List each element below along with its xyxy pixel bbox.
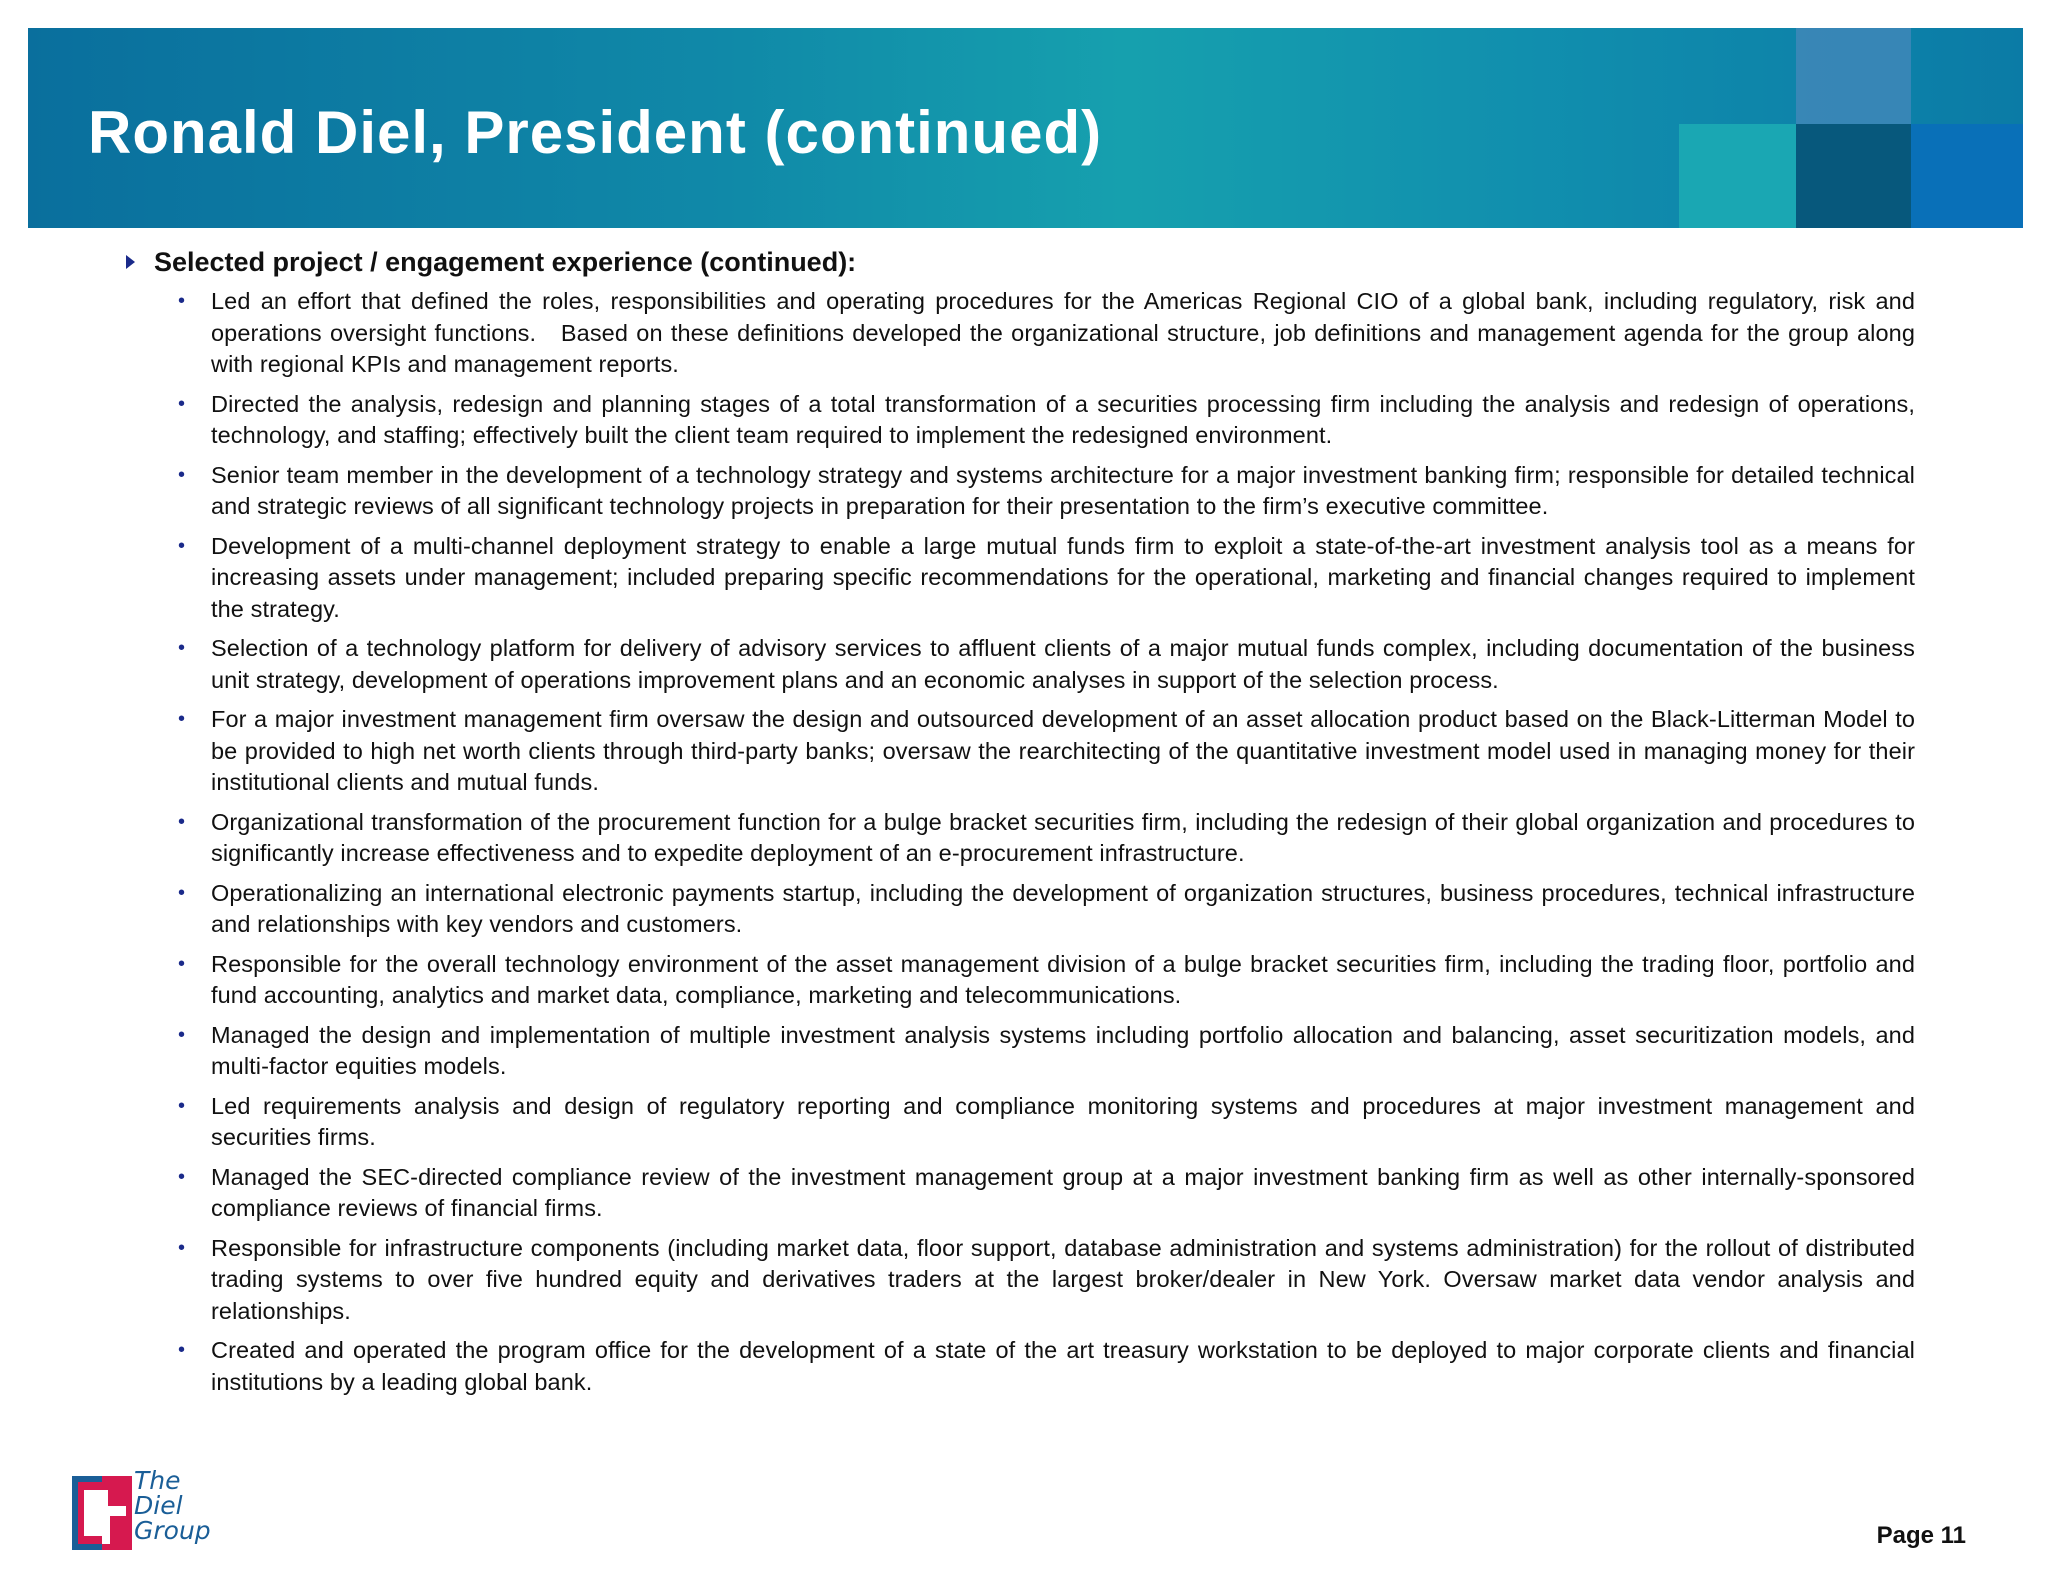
bullet-dot-icon: • [178, 881, 186, 904]
list-item [120, 1335, 1922, 1398]
bullet-dot-icon: • [178, 1236, 186, 1259]
bullet-dot-icon: • [178, 637, 186, 659]
bullet-dot-icon: • [178, 1165, 186, 1188]
list-item-text: Responsible for infrastructure components (including market data, floor support, database administration and systems administration) for the rollout of distributed trading systems to over five hundred equity and derivatives traders at the largest broker/dealer in New York. Oversaw market data vendor analysis and relationships. [211, 1234, 1922, 1324]
list-item [120, 389, 1922, 452]
list-item [120, 949, 1922, 1012]
list-item-text: Led an effort that defined the roles, responsibilities and operating procedures for the Americas Regional CIO of a global bank, including regulatory, risk and operations oversight functions. Based on these definitions developed the organizational structure, job definitions and management agenda for the group along with regional KPIs and management reports. [211, 288, 1922, 377]
list-item [120, 531, 1922, 626]
triangle-bullet-icon [126, 255, 135, 269]
slide-header [28, 28, 2023, 228]
bullet-dot-icon: • [178, 952, 186, 975]
company-logo [72, 1466, 222, 1554]
list-item-text: Led requirements analysis and design of regulatory reporting and compliance monitoring systems and procedures at major investment management and securities firms. [211, 1092, 1922, 1150]
section-heading: Selected project / engagement experience (continued): [154, 246, 857, 277]
bullet-dot-icon: • [178, 708, 186, 730]
list-item [120, 460, 1922, 523]
list-item-text: Managed the design and implementation of multiple investment analysis systems including portfolio allocation and balancing, asset securitization models, and multi-factor equities models. [211, 1021, 1922, 1079]
logo-mark-icon [72, 1476, 136, 1550]
bullet-dot-icon: • [178, 810, 186, 833]
list-item [120, 878, 1922, 941]
decor-square [1796, 28, 1911, 124]
logo-text-line: Diel [134, 1491, 183, 1520]
list-item-text: Organizational transformation of the procurement function for a bulge bracket securities firm, including the redesign of their global organization and procedures to significantly increase effectiveness and to expedite deployment of an e-procurement infrastructure. [211, 808, 1922, 866]
list-item [120, 1162, 1922, 1225]
list-item-text: Operationalizing an international electronic payments startup, including the development of organization structures, business procedures, technical infrastructure and relationships with key vendors and customers. [211, 879, 1922, 937]
list-item [120, 1233, 1922, 1328]
list-item-text: Directed the analysis, redesign and planning stages of a total transformation of a securities processing firm including the analysis and redesign of operations, technology, and staffing; effectively built the client team required to implement the redesigned environment. [211, 390, 1922, 448]
bullet-dot-icon: • [178, 290, 186, 312]
bullet-dot-icon: • [178, 534, 186, 557]
list-item-text: Managed the SEC-directed compliance review of the investment management group at a major investment banking firm as well as other internally-sponsored compliance reviews of financial firms. [211, 1163, 1922, 1221]
experience-list [120, 286, 1922, 1398]
page-title: Ronald Diel, President (continued) [88, 99, 1103, 166]
decor-square [1796, 124, 1911, 228]
list-item-text: Selection of a technology platform for delivery of advisory services to affluent clients of a major mutual funds complex, including documentation of the business unit strategy, development of operations improvement plans and an economic analyses in support of the selection process. [211, 635, 1922, 693]
logo-text-line: Group [134, 1516, 211, 1545]
page-number: Page 11 [1876, 1522, 1966, 1549]
slide-content [120, 244, 1922, 1406]
list-item-text: Senior team member in the development of a technology strategy and systems architecture for a major investment banking firm; responsible for detailed technical and strategic reviews of all significant technology projects in preparation for their presentation to the firm’s executive committee. [211, 461, 1922, 519]
bullet-dot-icon: • [178, 1339, 186, 1361]
bullet-dot-icon: • [178, 1023, 186, 1046]
section-heading-row [120, 244, 1915, 280]
bullet-dot-icon: • [178, 392, 186, 415]
list-item-text: Created and operated the program office for the development of a state of the art treasury workstation to be deployed to major corporate clients and financial institutions by a leading global bank. [211, 1337, 1922, 1395]
list-item [120, 1091, 1922, 1154]
bullet-dot-icon: • [178, 463, 186, 486]
decor-square [1911, 124, 2023, 228]
list-item [120, 807, 1922, 870]
logo-text-line: The [134, 1466, 181, 1495]
list-item-text: Responsible for the overall technology environment of the asset management division of a bulge bracket securities firm, including the trading floor, portfolio and fund accounting, analytics and market data, compliance, marketing and telecommunications. [211, 950, 1922, 1008]
list-item [120, 286, 1922, 381]
bullet-dot-icon: • [178, 1094, 186, 1117]
decor-square [1679, 124, 1796, 228]
list-item [120, 633, 1922, 696]
list-item-text: For a major investment management firm oversaw the design and outsourced development of an asset allocation product based on the Black-Litterman Model to be provided to high net worth clients through third-party banks; oversaw the rearchitecting of the quantitative investment model used in managing money for their institutional clients and mutual funds. [211, 706, 1922, 795]
list-item [120, 704, 1922, 799]
list-item-text: Development of a multi-channel deployment strategy to enable a large mutual funds firm to exploit a state-of-the-art investment analysis tool as a means for increasing assets under management; included preparing specific recommendations for the operational, marketing and financial changes required to implement the strategy. [211, 532, 1922, 622]
list-item [120, 1020, 1922, 1083]
